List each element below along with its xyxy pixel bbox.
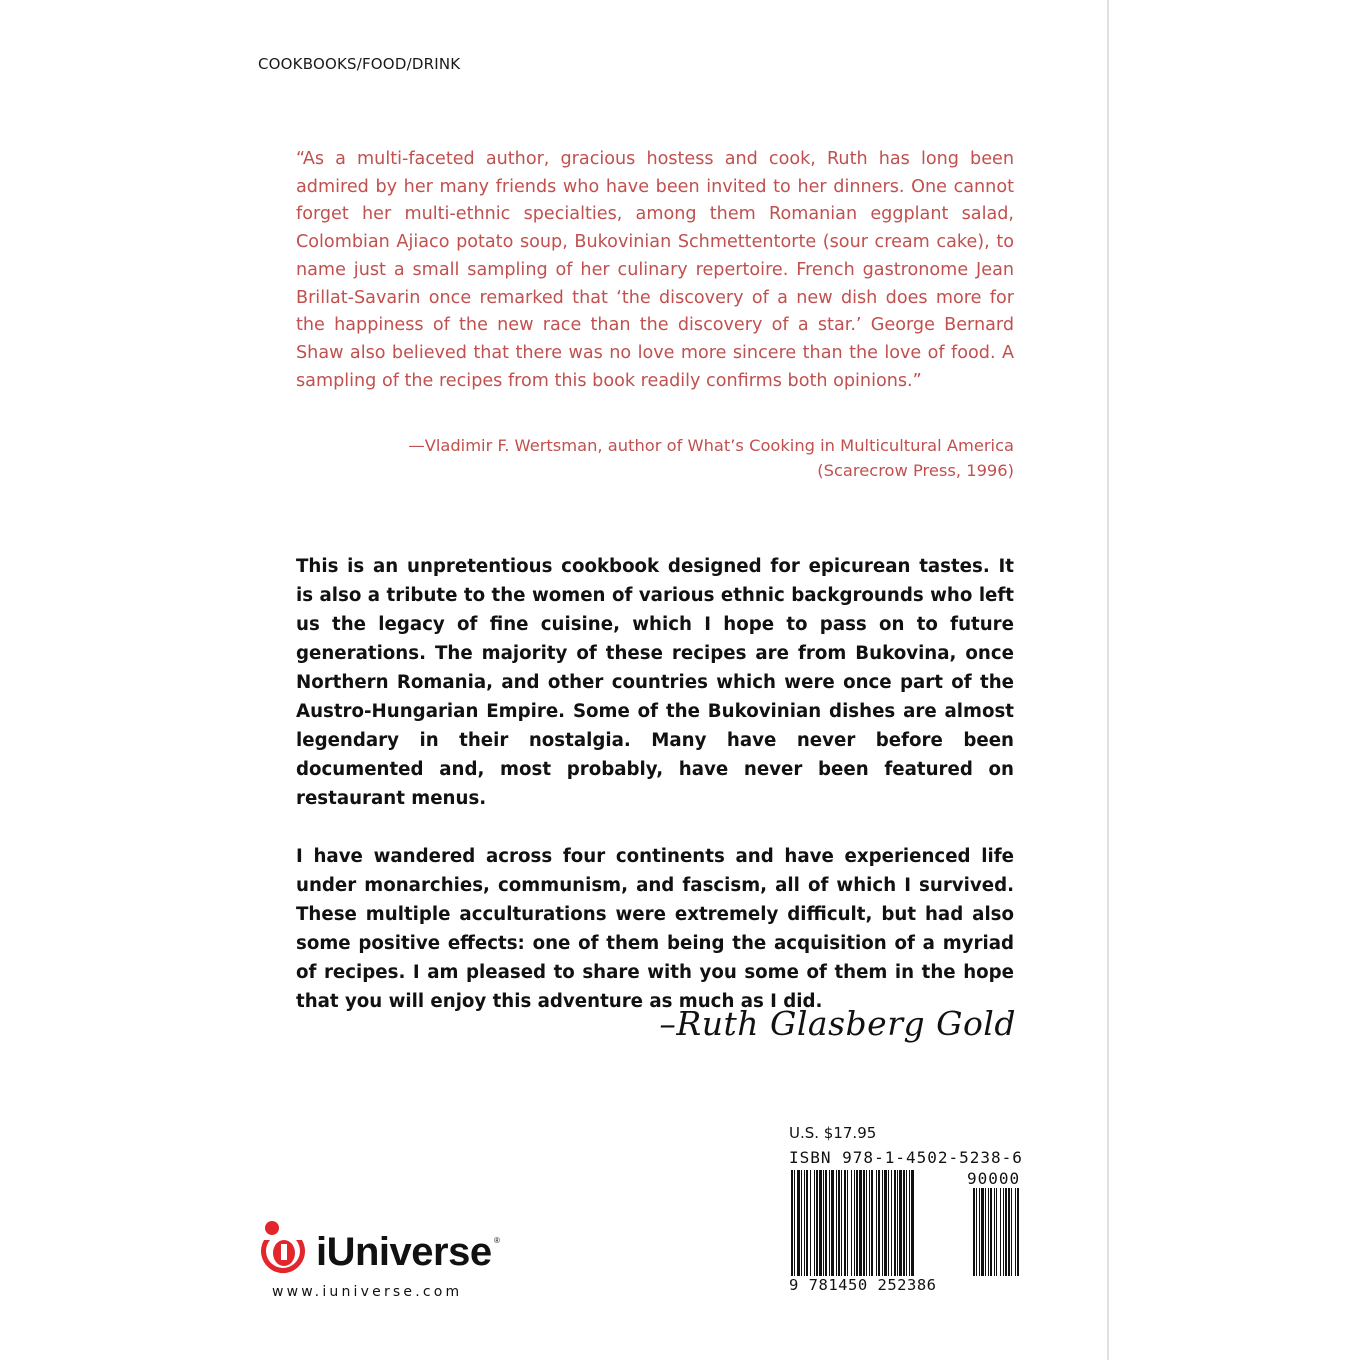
description-paragraph: This is an unpretentious cookbook designed for epicurean tastes. It is also a tribute to the women of various ethnic backgrounds who left us the legacy of fine cuisine, which I hope to pass on to future generations. The majority of these recipes are from Bukovina, once Northern Romania, and other countries which were once part of the Austro-Hungarian Empire. Some of the Bukovinian dishes are almost legendary in their nostalgia. Many have never before been documented and, most probably, have never been featured on restaurant menus.	[296, 556, 1014, 809]
barcode-number: 9 781450 252386	[789, 1276, 937, 1294]
barcode-addon-code: 90000	[967, 1169, 1021, 1188]
publisher-logo	[258, 1220, 508, 1286]
isbn-label: ISBN 978-1-4502-5238-6	[789, 1148, 1023, 1167]
attribution-source: (Scarecrow Press, 1996)	[817, 461, 1014, 480]
book-description	[296, 552, 1014, 1045]
endorsement-quote: “As a multi-faceted author, gracious hostess and cook, Ruth has long been admired by her many friends who have been invited to her dinners. One cannot forget her multi-ethnic specialties, among them Romanian eggplant salad, Colombian Ajiaco potato soup, Bukovinian Schmettentorte (sour cream cake), to name just a small sampling of her culinary repertoire. French gastronome Jean Brillat-Savarin once remarked that ‘the discovery of a new dish does more for the happiness of the new race than the discovery of a star.’ George Bernard Shaw also believed that there was no love more sincere than the love of food. A sampling of the recipes from this book readily confirms both opinions.”	[296, 149, 1014, 391]
iuniverse-logo-icon	[258, 1220, 314, 1282]
author-signature: –Ruth Glasberg Gold	[659, 1004, 1016, 1043]
publisher-url: www.iuniverse.com	[272, 1284, 463, 1300]
price-label: U.S. $17.95	[789, 1124, 877, 1142]
publisher-name: iUniverse	[316, 1230, 492, 1274]
quote-attribution	[296, 433, 1014, 483]
description-paragraph: I have wandered across four continents and have experienced life under monarchies, communism, and fascism, all of which I survived. These multiple acculturations were extremely difficult, but had also some positive effects: one of them being the acquisition of a myriad of recipes. I am pleased to share with you some of them in the hope that you will enjoy this adventure as much as I did.	[296, 846, 1014, 1012]
category-label: COOKBOOKS/FOOD/DRINK	[258, 55, 461, 73]
registered-mark: ®	[494, 1236, 500, 1245]
attribution-author: —Vladimir F. Wertsman, author of What’s Cooking in Multicultural America	[408, 436, 1014, 455]
spine-edge-line	[1107, 0, 1109, 1360]
